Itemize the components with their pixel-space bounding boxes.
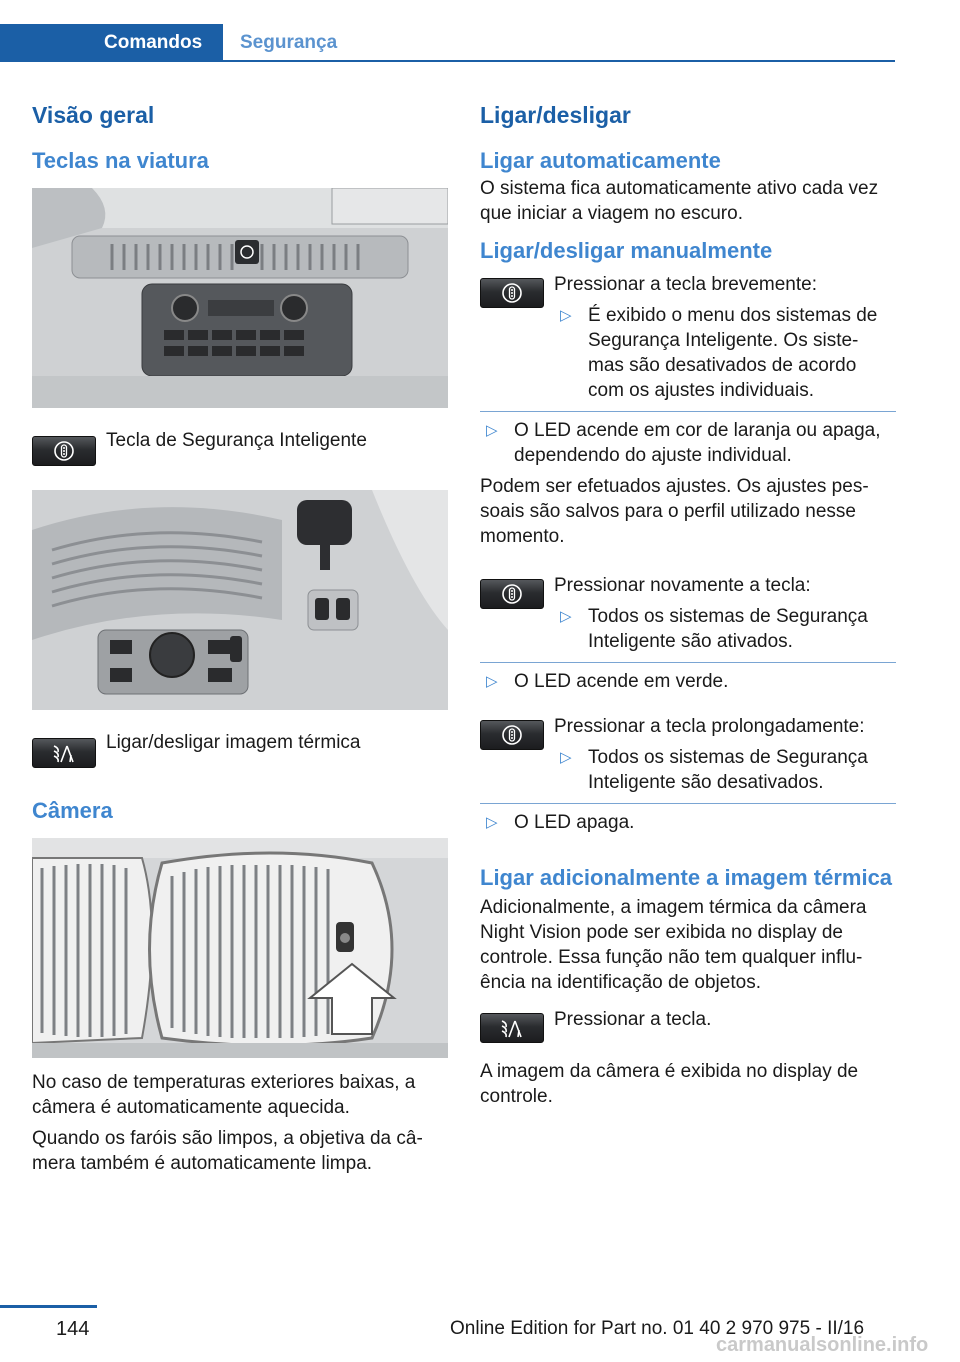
- paragraph-camera-cleaning: Quando os faróis são limpos, a objetiva da câ‐ mera também é automaticamente limpa.: [32, 1128, 423, 1174]
- left-column: [32, 100, 448, 1176]
- night-vision-icon: [480, 1013, 544, 1043]
- list-long-press: [554, 745, 896, 795]
- subheading-camera: Câmera: [32, 798, 113, 823]
- caption-safety-key: Tecla de Segurança Inteligente: [106, 430, 367, 451]
- paragraph-camera-heating: No caso de temperaturas exteriores baixas, a câmera é automaticamente aquecida.: [32, 1072, 416, 1118]
- grille-camera-photo: [32, 838, 448, 1058]
- dashboard-photo: [32, 188, 448, 408]
- list-short-press: [554, 303, 896, 403]
- chapter-tabs: [0, 24, 895, 62]
- list-press-again: [554, 604, 896, 654]
- instruction-short-press: Pressionar a tecla brevemente:: [554, 274, 817, 295]
- list-item: ▷ Todos os sistemas de Segurança Inteligente são desativados.: [560, 747, 868, 793]
- list-item: ▷ O LED acende em cor de laranja ou apaga, dependendo do ajuste individual.: [486, 420, 881, 466]
- intelligent-safety-icon: [32, 436, 96, 466]
- divider: [480, 662, 896, 663]
- intelligent-safety-icon: [480, 720, 544, 750]
- instruction-press-key: Pressionar a tecla.: [554, 1009, 712, 1030]
- paragraph-auto: O sistema fica automaticamente ativo cada vez que iniciar a viagem no escuro.: [480, 178, 879, 224]
- subheading-additional: Ligar adicionalmente a imagem térmica: [480, 865, 893, 890]
- paragraph-final: A imagem da câmera é exibida no display de controle.: [480, 1061, 859, 1107]
- instruction-long-press: Pressionar a tecla prolongadamente:: [554, 716, 865, 737]
- paragraph-additional: Adicionalmente, a imagem térmica da câmera Night Vision pode ser exibida no display de controle. Essa função não tem qualquer influ‐ ência na identificação de objetos.: [480, 897, 867, 993]
- key-row-press-again: [480, 573, 896, 654]
- list-item: ▷ O LED apaga.: [486, 812, 635, 833]
- tab-seguranca[interactable]: Segurança: [240, 32, 338, 53]
- bullet-icon: ▷: [560, 608, 572, 625]
- list-item: ▷ O LED acende em verde.: [486, 671, 729, 692]
- key-row-safety: [32, 428, 448, 468]
- bullet-icon: ▷: [560, 749, 572, 766]
- list-item: ▷ Todos os sistemas de Segurança Inteligente são ativados.: [560, 606, 868, 652]
- bullet-icon: ▷: [486, 673, 498, 690]
- list-item: ▷ É exibido o menu dos sistemas de Segurança Inteligente. Os siste‐ mas são desativados de acordo com os ajustes individuais.: [560, 305, 878, 401]
- list-led-green: [480, 669, 896, 694]
- subheading-auto: Ligar automaticamente: [480, 148, 721, 173]
- subheading-keys: Teclas na viatura: [32, 148, 209, 173]
- key-row-short-press: [480, 272, 896, 403]
- bullet-icon: ▷: [486, 814, 498, 831]
- section-heading-on-off: Ligar/desligar: [480, 102, 631, 128]
- bullet-icon: ▷: [486, 422, 498, 439]
- tab-comandos[interactable]: Comandos: [0, 24, 223, 62]
- night-vision-icon: [32, 738, 96, 768]
- light-switch-photo: [32, 490, 448, 710]
- subheading-manual: Ligar/desligar manualmente: [480, 238, 773, 263]
- intelligent-safety-icon: [480, 278, 544, 308]
- list-led-off: [480, 810, 896, 835]
- bullet-icon: ▷: [560, 307, 572, 324]
- key-row-thermal: [32, 730, 448, 770]
- paragraph-settings: Podem ser efetuados ajustes. Os ajustes pes‐ soais são salvos para o perfil utilizado nesse momento.: [480, 476, 869, 547]
- caption-thermal-key: Ligar/desligar imagem térmica: [106, 732, 361, 753]
- divider: [480, 411, 896, 412]
- instruction-press-again: Pressionar novamente a tecla:: [554, 575, 811, 596]
- intelligent-safety-icon: [480, 579, 544, 609]
- footer-rule: [0, 1305, 97, 1308]
- key-row-long-press: [480, 714, 896, 795]
- edition-note: Online Edition for Part no. 01 40 2 970 975 - II/16: [450, 1318, 865, 1339]
- section-heading-overview: Visão geral: [32, 102, 155, 128]
- watermark: carmanualsonline.info: [716, 1334, 929, 1356]
- page-number: 144: [56, 1318, 90, 1340]
- key-row-thermal-press: [480, 1007, 896, 1047]
- list-led-state: [480, 418, 896, 468]
- divider: [480, 803, 896, 804]
- right-column: [480, 100, 896, 1109]
